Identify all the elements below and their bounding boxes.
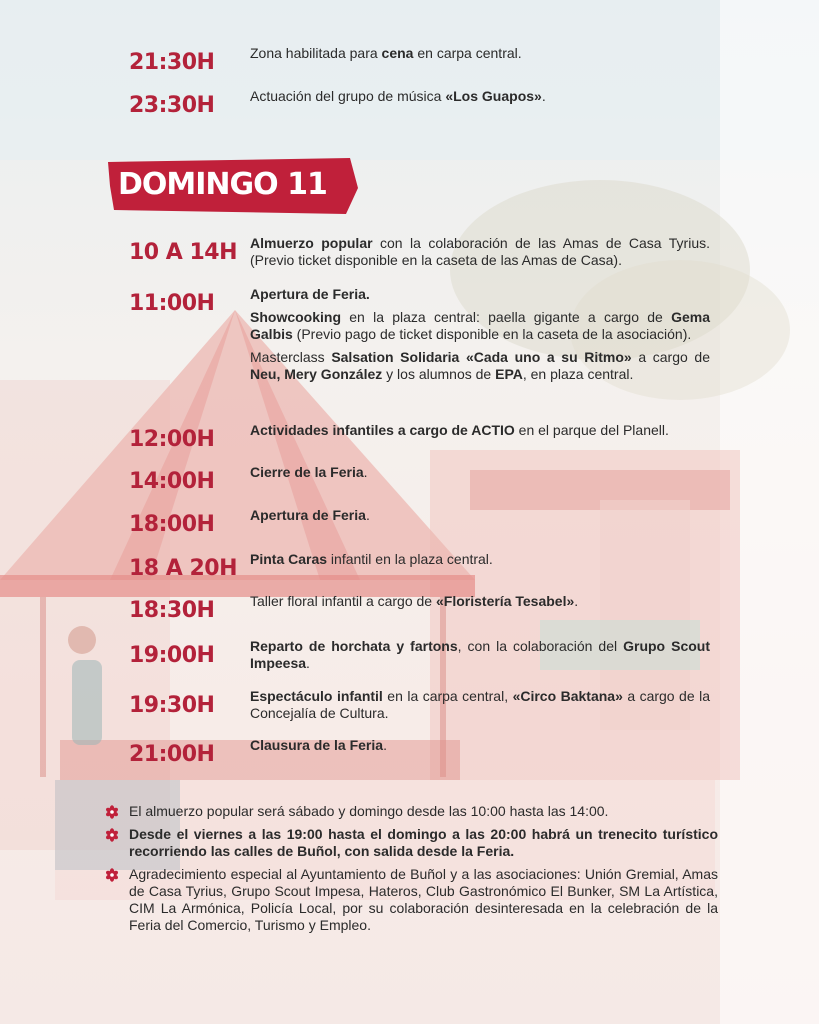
- event-time: 18 A 20H: [129, 556, 237, 581]
- day-banner: [108, 158, 358, 214]
- event-description: Pinta Caras infantil en la plaza central.: [250, 551, 493, 567]
- event-description: Espectáculo infantil en la carpa central, «Circo Baktana» a cargo de la Concejalía de Cultura.: [250, 688, 710, 721]
- event-description: Taller floral infantil a cargo de «Floristería Tesabel».: [250, 593, 579, 609]
- flower-bullet-icon: [105, 805, 119, 819]
- event-time: 12:00H: [129, 427, 215, 452]
- day-banner-title: DOMINGO 11: [118, 167, 327, 202]
- event-time: 18:30H: [129, 598, 215, 623]
- note-text: El almuerzo popular será sábado y domingo desde las 10:00 hasta las 14:00.: [129, 803, 609, 819]
- event-description: Reparto de horchata y fartons, con la colaboración del Grupo Scout Impeesa.: [250, 638, 711, 671]
- event-time: 21:30H: [129, 50, 215, 75]
- notes-list: [103, 803, 718, 940]
- event-description: Apertura de Feria.: [250, 507, 370, 523]
- event-description: Actividades infantiles a cargo de ACTIO en el parque del Planell.: [250, 422, 669, 438]
- event-time: 19:00H: [129, 643, 215, 668]
- event-description: Almuerzo popular con la colaboración de las Amas de Casa Tyrius. (Previo ticket disponible en la caseta de las Amas de Casa).: [250, 235, 711, 268]
- event-description: Zona habilitada para cena en carpa central.: [250, 45, 522, 61]
- event-time: 14:00H: [129, 469, 215, 494]
- event-description: Actuación del grupo de música «Los Guapos».: [250, 88, 546, 104]
- note-text: Desde el viernes a las 19:00 hasta el domingo a las 20:00 habrá un trenecito turístico recorriendo las calles de Buñol, con salida desde la Feria.: [129, 826, 718, 859]
- note-text: Agradecimiento especial al Ayuntamiento de Buñol y a las asociaciones: Unión Gremial, Amas de Casa Tyrius, Grupo Scout Impesa, Hateros, Club Gastronómico El Bunker, SM La Artística, CIM La Armónica, Policía Local, por su colaboración desinteresada en la celebración de la Feria del Comercio, Turismo y Empleo.: [129, 866, 718, 933]
- event-time: 18:00H: [129, 512, 215, 537]
- event-description: Cierre de la Feria.: [250, 464, 368, 480]
- event-time: 21:00H: [129, 742, 215, 767]
- event-time: 10 A 14H: [129, 240, 237, 265]
- note-item: [103, 866, 718, 934]
- note-item: [103, 803, 718, 820]
- event-time: 19:30H: [129, 693, 215, 718]
- event-time: 11:00H: [129, 291, 215, 316]
- note-item: [103, 826, 718, 860]
- event-description: Clausura de la Feria.: [250, 737, 387, 753]
- flower-bullet-icon: [105, 868, 119, 882]
- event-time: 23:30H: [129, 93, 215, 118]
- flower-bullet-icon: [105, 828, 119, 842]
- event-description: Apertura de Feria. Showcooking en la plaza central: paella gigante a cargo de Gema Galbis (Previo pago de ticket disponible en la caseta de la asociación). Masterclass Salsation Solidaria «Cada uno a su Ritmo» a cargo de Neu, Mery González y los alumnos de EPA, en plaza central.: [250, 286, 710, 382]
